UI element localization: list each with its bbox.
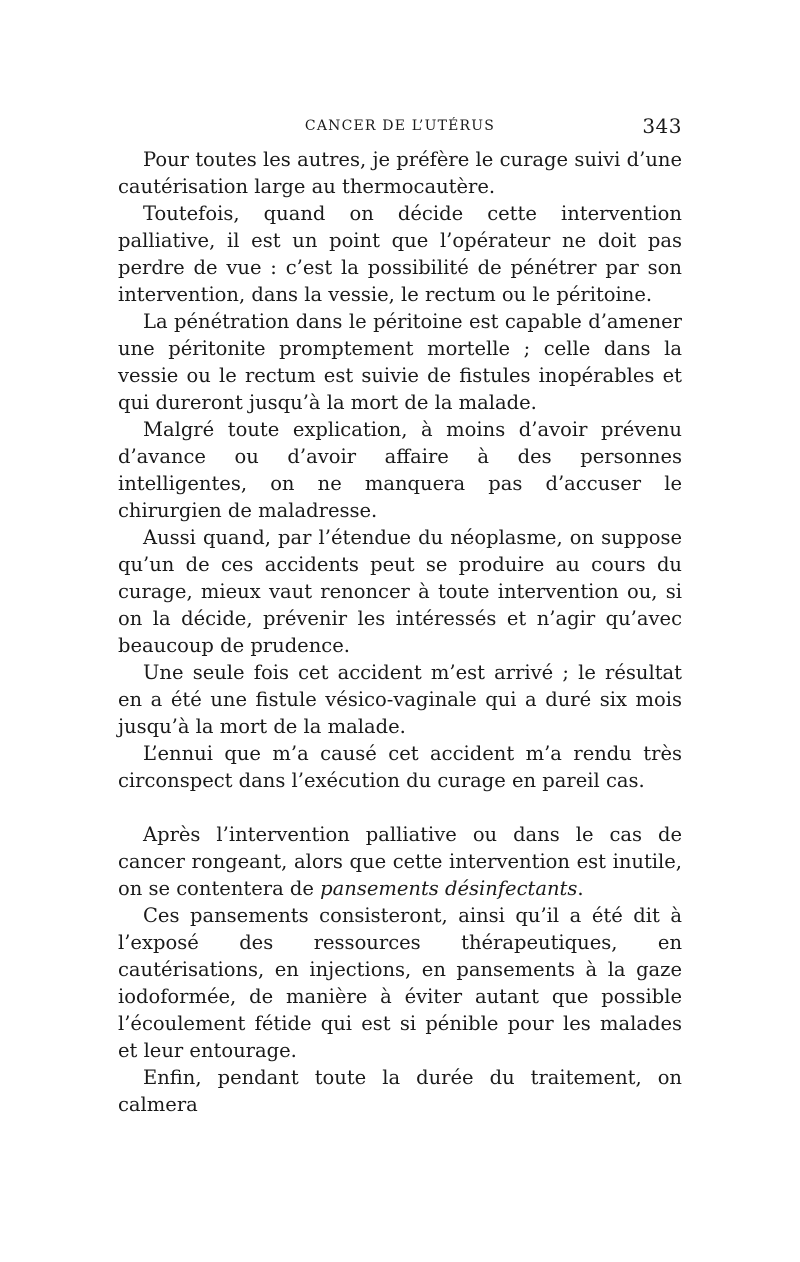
paragraph: L’ennui que m’a causé cet accident m’a rendu très circonspect dans l’exécution du curage en pareil cas. (118, 742, 682, 792)
section-break (118, 794, 682, 821)
paragraph: Enfin, pendant toute la durée du traitement, on calmera (118, 1066, 682, 1116)
paragraph: Une seule fois cet accident m’est arrivé ; le résultat en a été une fistule vésico-vaginale qui a duré six mois jusqu’à la mort de la malade. (118, 661, 682, 738)
paragraph-text: Après l’intervention palliative ou dans le cas de cancer rongeant, alors que cette intervention est inutile, on se contentera de (118, 823, 682, 900)
paragraph: Malgré toute explication, à moins d’avoir prévenu d’avance ou d’avoir affaire à des personnes intelligentes, on ne manquera pas d’accuser le chirurgien de maladresse. (118, 418, 682, 522)
emphasis-text: pansements désinfectants (320, 877, 578, 900)
paragraph: La pénétration dans le péritoine est capable d’amener une péritonite promptement mortelle ; celle dans la vessie ou le rectum est suivie de fistules inopérables et qui dureront jusqu’à la mort de la malade. (118, 310, 682, 414)
book-page (118, 110, 682, 1118)
running-head (118, 110, 682, 140)
body-text (118, 146, 682, 1118)
paragraph: Ces pansements consisteront, ainsi qu’il a été dit à l’exposé des ressources thérapeutiques, en cautérisations, en injections, en pansements à la gaze iodoformée, de manière à éviter autant que possible l’écoulement fétide qui est si pénible pour les malades et leur entourage. (118, 904, 682, 1062)
paragraph: Aussi quand, par l’étendue du néoplasme, on suppose qu’un de ces accidents peut se produire au cours du curage, mieux vaut renoncer à toute intervention ou, si on la décide, prévenir les intéressés et n’agir qu’avec beaucoup de prudence. (118, 526, 682, 657)
paragraph (118, 821, 682, 902)
paragraph: Toutefois, quand on décide cette intervention palliative, il est un point que l’opérateur ne doit pas perdre de vue : c’est la possibilité de pénétrer par son intervention, dans la vessie, le rectum ou le péritoine. (118, 202, 682, 306)
paragraph: Pour toutes les autres, je préfère le curage suivi d’une cautérisation large au thermocautère. (118, 148, 682, 198)
page-number: 343 (642, 114, 682, 138)
paragraph-punctuation: . (577, 877, 584, 900)
running-title: CANCER DE L’UTÉRUS (304, 118, 496, 134)
